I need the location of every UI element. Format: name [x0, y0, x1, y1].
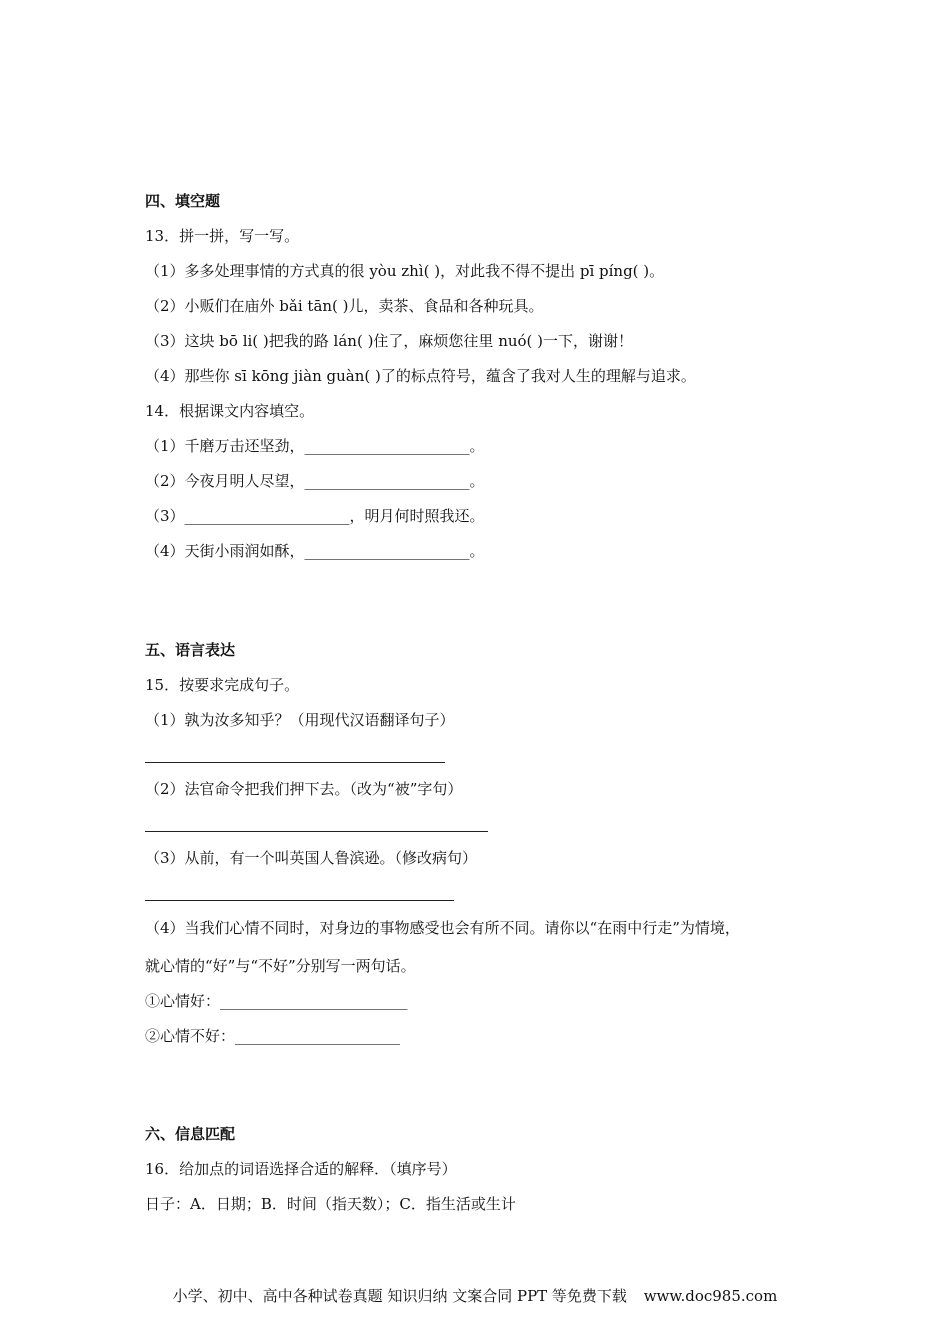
section-heading-language-expression: 五、语言表达	[145, 641, 236, 659]
question-14-item-2: （2）今夜月明人尽望，______________________。	[145, 472, 485, 490]
question-13-item-4: （4）那些你 sī kōng jiàn guàn( )了的标点符号，蕴含了我对人生的理解与追求。	[145, 367, 696, 385]
answer-line-3	[145, 900, 454, 901]
question-15-stem: 15．按要求完成句子。	[145, 676, 300, 694]
question-14-item-3: （3）______________________，明月何时照我还。	[145, 507, 485, 525]
question-14-item-4: （4）天街小雨润如酥，______________________。	[145, 542, 485, 560]
question-13-stem: 13．拼一拼，写一写。	[145, 227, 300, 245]
answer-line-2	[145, 831, 488, 832]
answer-line-1	[145, 762, 445, 763]
question-13-item-3: （3）这块 bō li( )把我的路 lán( )住了，麻烦您往里 nuó( )一下，谢谢！	[145, 332, 634, 350]
question-16-stem: 16．给加点的词语选择合适的解释．（填序号）	[145, 1160, 457, 1178]
question-13-item-2: （2）小贩们在庙外 bǎi tān( )儿，卖茶、食品和各种玩具。	[145, 297, 544, 315]
question-16-options: 日子：A．日期；B．时间（指天数）；C．指生活或生计	[145, 1195, 516, 1213]
page-footer	[0, 1285, 950, 1306]
footer-link[interactable]: www.doc985.com	[643, 1287, 778, 1305]
question-14-stem: 14．根据课文内容填空。	[145, 402, 315, 420]
question-15-item-2: （2）法官命令把我们押下去。（改为“被”字句）	[145, 780, 463, 798]
good-mood-answer: ①心情好：_________________________	[145, 992, 408, 1010]
bad-mood-answer: ②心情不好：______________________	[145, 1027, 401, 1045]
question-15-item-4-line-2: 就心情的“好”与“不好”分别写一两句话。	[145, 957, 416, 975]
question-13-item-1: （1）多多处理事情的方式真的很 yòu zhì( )，对此我不得不提出 pī píng( )。	[145, 262, 665, 280]
section-heading-info-matching: 六、信息匹配	[145, 1125, 236, 1143]
question-15-item-3: （3）从前，有一个叫英国人鲁滨逊。（修改病句）	[145, 849, 478, 867]
footer-text: 小学、初中、高中各种试卷真题 知识归纳 文案合同 PPT 等免费下载	[172, 1287, 627, 1305]
question-15-item-1: （1）孰为汝多知乎？（用现代汉语翻译句子）	[145, 711, 455, 729]
section-heading-fill-in: 四、填空题	[145, 192, 221, 210]
question-14-item-1: （1）千磨万击还坚劲，______________________。	[145, 437, 485, 455]
question-15-item-4-line-1: （4）当我们心情不同时，对身边的事物感受也会有所不同。请你以“在雨中行走”为情境，	[145, 919, 740, 937]
